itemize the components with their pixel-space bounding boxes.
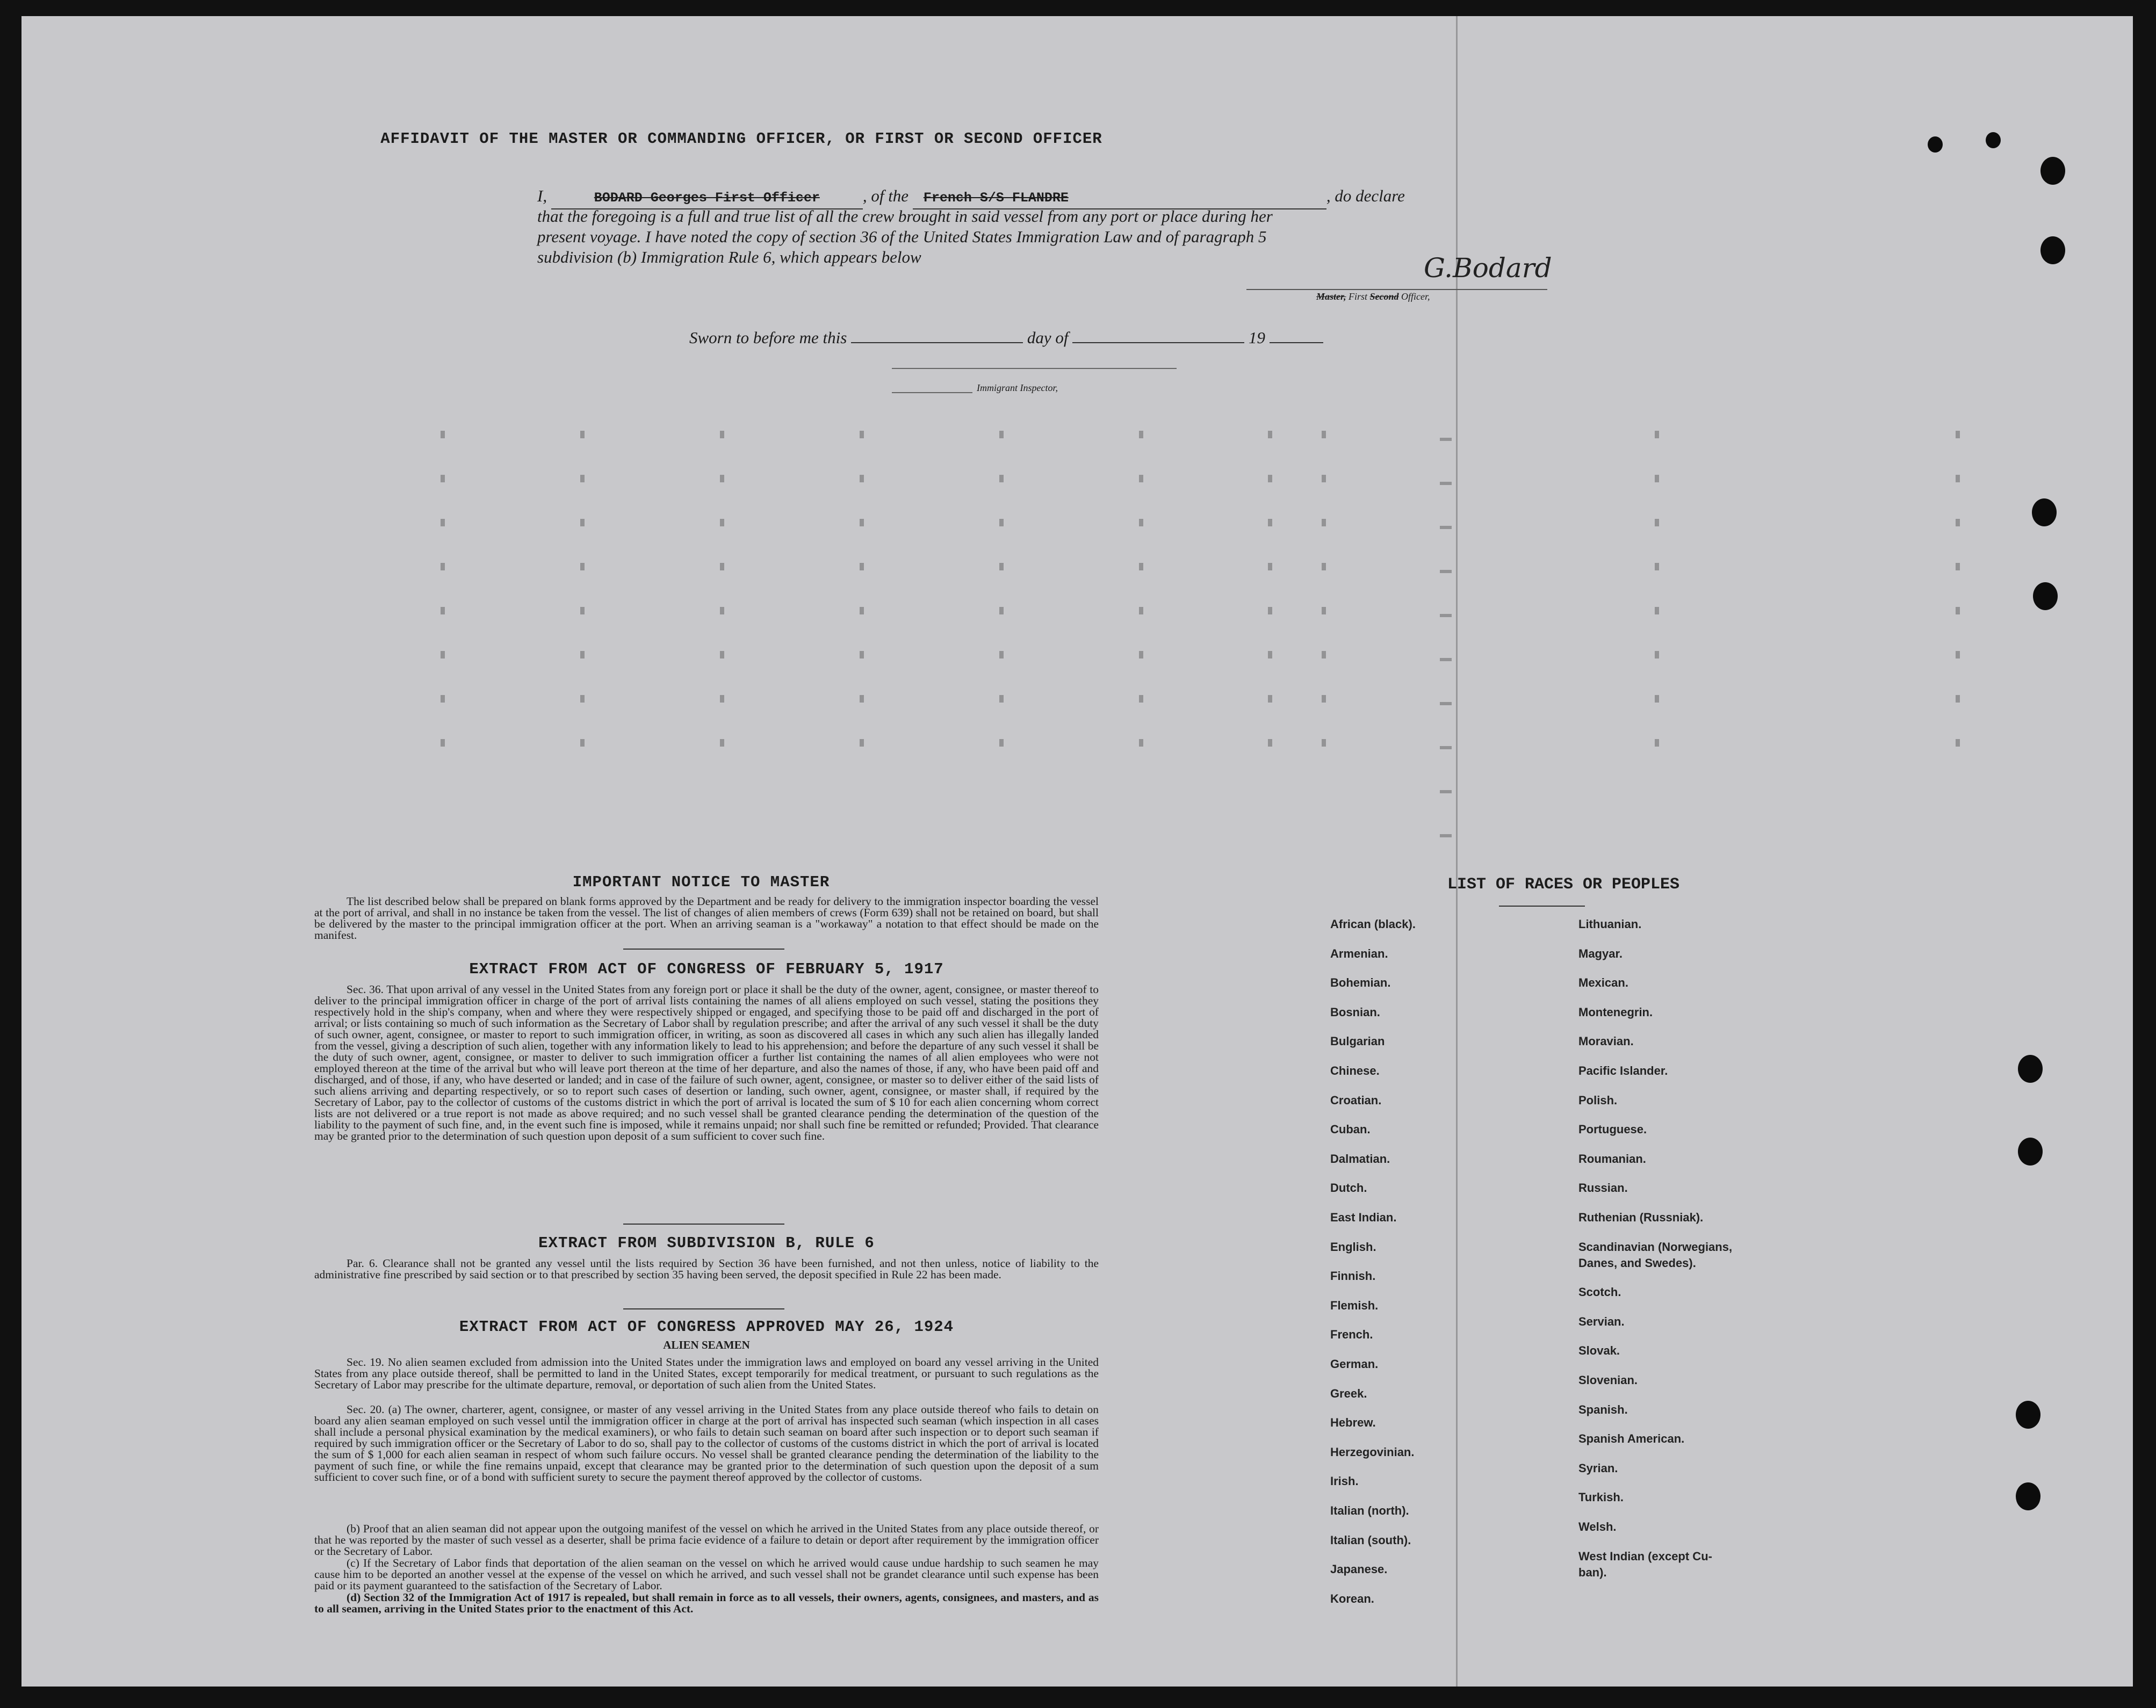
- ditto-mark: [720, 431, 724, 438]
- ditto-mark: [1322, 695, 1326, 703]
- ditto-mark: [1139, 607, 1143, 614]
- race-item: Herzegovinian.: [1330, 1445, 1415, 1459]
- punch-hole: [2033, 582, 2058, 610]
- sworn-line: Sworn to before me this day of 19: [689, 328, 1441, 348]
- ditto-mark: [1655, 475, 1659, 482]
- race-item: Irish.: [1330, 1474, 1359, 1488]
- punch-hole: [2032, 498, 2057, 526]
- affidavit-title: AFFIDAVIT OF THE MASTER OR COMMANDING OFFICER, OR FIRST OR SECOND OFFICER: [380, 130, 1102, 148]
- extract-1917-text: Sec. 36. That upon arrival of any vessel in the United States from any foreign port or place it shall be the duty of the owner, agent, consignee, or master thereof to deliver to the principal immigration officer in charge of the port of arrival lists containing the names of all aliens employed on such vessel, stating the positions they respectively hold in the ship's company, when and where they were respectively shipped or engaged, and specifying those to be paid off and discharged in the port of arrival; or lists containing so much of such information as the Secretary of Labor shall by regulation prescribe; and after the arrival of any such vessel it shall be the duty of such owner, agent, consignee, or master to report to such immigration officer, in writing, as soon as discovered all cases in which any such alien has illegally landed from the vessel, giving a description of such alien, together with any information likely to lead to his apprehension; and before the departure of any such vessel it shall be the duty of such owner, agent, consignee, or master to deliver to such immigration officer a further list containing the names of all alien employees who were not employed thereon at the time of the arrival but who will leave port thereon at the time of her departure, and also the names of those, if any, who have been paid off and discharged, and of those, if any, who have deserted or landed; and in case of the failure of such owner, agent, consignee, or master so to deliver either of the said lists of such aliens arriving and departing respectively, or so to report such cases of desertion or landing, such owner, agent, consignee, or master shall, if required by the Secretary of Labor, pay to the collector of customs of the customs district in which the port of arrival is located the sum of $ 10 for each alien concerning whom correct lists are not delivered or a true report is not made as above required; and no such vessel shall be granted clearance pending the determination of the question of the liability to the payment of such fine, and, in the event such fine is imposed, while it remains unpaid; nor shall such fine be remitted or refunded; Provided. That clearance may be granted prior to the determination of such question upon deposit of a sum sufficient to cover such fine.: [314, 983, 1099, 1142]
- ditto-mark: [1956, 739, 1960, 747]
- race-item: West Indian (except Cu-: [1578, 1550, 1712, 1563]
- ditto-mark: [1655, 563, 1659, 570]
- ditto-mark: [441, 607, 445, 614]
- ditto-mark: [999, 475, 1004, 482]
- ditto-mark: [999, 563, 1004, 570]
- ditto-mark: [999, 695, 1004, 703]
- race-item: Montenegrin.: [1578, 1005, 1653, 1019]
- ditto-mark: [1322, 431, 1326, 438]
- race-item: Roumanian.: [1578, 1152, 1646, 1166]
- ditto-mark: [580, 519, 585, 526]
- alien-seamen-subtitle: ALIEN SEAMEN: [663, 1338, 750, 1351]
- ditto-dash: [1440, 834, 1452, 837]
- ditto-mark: [1655, 651, 1659, 658]
- do-declare-label: , do declare: [1326, 186, 1405, 205]
- ditto-mark: [441, 739, 445, 747]
- ditto-mark: [1139, 651, 1143, 658]
- race-item: Dalmatian.: [1330, 1152, 1390, 1166]
- punch-hole: [2018, 1055, 2043, 1083]
- race-item: Portuguese.: [1578, 1123, 1647, 1136]
- ditto-mark: [1322, 519, 1326, 526]
- race-item: Flemish.: [1330, 1299, 1379, 1312]
- race-item: Korean.: [1330, 1592, 1374, 1605]
- race-item: Bohemian.: [1330, 976, 1391, 989]
- ditto-mark: [1655, 739, 1659, 747]
- race-item: ban).: [1578, 1566, 1607, 1579]
- notice-title: IMPORTANT NOTICE TO MASTER: [572, 873, 830, 891]
- ditto-dash: [1440, 658, 1452, 661]
- ditto-mark: [1322, 475, 1326, 482]
- ditto-mark: [1322, 563, 1326, 570]
- race-item: Scandinavian (Norwegians,: [1578, 1240, 1733, 1254]
- ditto-mark: [1139, 519, 1143, 526]
- ditto-mark: [441, 519, 445, 526]
- race-item: Spanish.: [1578, 1403, 1628, 1416]
- ditto-mark: [1322, 651, 1326, 658]
- declaration-line-2: that the foregoing is a full and true list of all the crew brought in said vessel from any port or place during her: [537, 207, 1273, 226]
- extract-1917-title: EXTRACT FROM ACT OF CONGRESS OF FEBRUARY 5, 1917: [469, 960, 944, 978]
- divider: [623, 1308, 784, 1309]
- inspector-label: Immigrant Inspector,: [977, 382, 1058, 393]
- ditto-mark: [441, 475, 445, 482]
- officer-name: BODARD Georges First Officer: [594, 190, 820, 206]
- race-item: Bulgarian: [1330, 1034, 1385, 1048]
- ditto-dash: [1440, 526, 1452, 529]
- ditto-mark: [1956, 695, 1960, 703]
- ditto-mark: [1956, 563, 1960, 570]
- ditto-mark: [1268, 563, 1272, 570]
- race-item: Scotch.: [1578, 1285, 1621, 1299]
- ditto-mark: [999, 607, 1004, 614]
- ditto-dash: [1440, 790, 1452, 793]
- ditto-mark: [860, 475, 864, 482]
- ditto-mark: [1655, 607, 1659, 614]
- punch-hole: [2018, 1138, 2043, 1166]
- race-item: Slovenian.: [1578, 1373, 1638, 1387]
- ditto-dash: [1440, 482, 1452, 485]
- sec-20c-text: (c) If the Secretary of Labor finds that deportation of the alien seaman on the vessel on which he arrived would cause undue hardship to such seamen he may cause him to be deported an another vessel at the expense of the vessel on which he arrived, and such vessel shall not be grandet clearance until such expense has been paid or its payment guaranteed to the satisfaction of the Secretary of Labor.: [314, 1557, 1099, 1592]
- sec-20a-text: Sec. 20. (a) The owner, charterer, agent, consignee, or master of any vessel arriving in the United States from any place outside thereof who fails to detain on board any alien seaman employed on such vessel until the immigration officer in charge at the port of arrival has inspected such seaman (which inspection in all cases shall include a personal physical examination by the medical examiners), or who fails to detain such seaman on board after such inspection or to deport such seaman if required by such immigration officer or the Secretary of Labor to do so, shall pay to the collector of customs of the customs district in which the port of arrival is located the sum of $ 1,000 for each alien seaman in respect of whom such failure occurs. No vessel shall be granted clearance pending the determination of the liability to the payment of such fine, or while the fine remains unpaid, except that clearance may be granted prior to the determination of such question upon the deposit of a sum sufficient to cover such fine, or of a bond with sufficient surety to secure the payment thereof approved by the collector of customs.: [314, 1403, 1099, 1483]
- ditto-mark: [720, 475, 724, 482]
- ditto-mark: [1268, 651, 1272, 658]
- race-item: Spanish American.: [1578, 1432, 1685, 1445]
- sec-20b-text: (b) Proof that an alien seaman did not appear upon the outgoing manifest of the vessel on which he arrived in the United States from any place outside thereof, or that he was reported by the master of such vessel as a deserter, shall be prima facie evidence of a failure to detain or deport after requirement by the immigration officer or the Secretary of Labor.: [314, 1522, 1099, 1558]
- race-item: Mexican.: [1578, 976, 1628, 989]
- race-item: Welsh.: [1578, 1520, 1617, 1533]
- ditto-mark: [441, 695, 445, 703]
- race-item: French.: [1330, 1328, 1373, 1341]
- ditto-dash: [1440, 438, 1452, 441]
- race-item: Moravian.: [1578, 1034, 1634, 1048]
- race-item: Bosnian.: [1330, 1005, 1380, 1019]
- race-item: Dutch.: [1330, 1181, 1367, 1195]
- declaration-line-4: subdivision (b) Immigration Rule 6, which appears below: [537, 248, 921, 266]
- race-item: Syrian.: [1578, 1461, 1618, 1475]
- signature-line: [1246, 289, 1547, 290]
- i-label: I,: [537, 186, 547, 205]
- race-item: African (black).: [1330, 917, 1416, 931]
- ditto-mark: [1655, 519, 1659, 526]
- ditto-mark: [860, 695, 864, 703]
- ditto-mark: [999, 519, 1004, 526]
- race-item: Greek.: [1330, 1387, 1367, 1400]
- ditto-mark: [860, 607, 864, 614]
- ditto-dash: [1440, 570, 1452, 573]
- race-item: Italian (south).: [1330, 1533, 1411, 1547]
- race-item: Lithuanian.: [1578, 917, 1642, 931]
- ditto-mark: [441, 651, 445, 658]
- ditto-mark: [860, 651, 864, 658]
- of-the-label: , of the: [862, 186, 909, 205]
- race-item: Hebrew.: [1330, 1416, 1376, 1429]
- ditto-mark: [1139, 739, 1143, 747]
- ditto-mark: [1139, 563, 1143, 570]
- rule-6-title: EXTRACT FROM SUBDIVISION B, RULE 6: [538, 1234, 875, 1252]
- vessel-name: French S/S FLANDRE: [923, 190, 1069, 206]
- ditto-mark: [1268, 739, 1272, 747]
- punch-hole: [2040, 236, 2065, 264]
- ditto-mark: [720, 607, 724, 614]
- punch-hole: [2040, 157, 2065, 185]
- declaration-line-3: present voyage. I have noted the copy of section 36 of the United States Immigration Law and of paragraph 5: [537, 227, 1267, 246]
- race-item: Danes, and Swedes).: [1578, 1256, 1696, 1270]
- race-item: Croatian.: [1330, 1094, 1382, 1107]
- race-item: East Indian.: [1330, 1211, 1397, 1224]
- ditto-dash: [1440, 746, 1452, 749]
- sec-20d-text: (d) Section 32 of the Immigration Act of 1917 is repealed, but shall remain in force as to all vessels, their owners, agents, consignees, and masters, and as to all seamen, arriving in the United States prior to the enactment of this Act.: [314, 1591, 1099, 1615]
- ditto-mark: [720, 739, 724, 747]
- race-item: Pacific Islander.: [1578, 1064, 1668, 1077]
- ditto-mark: [580, 651, 585, 658]
- ditto-mark: [1268, 431, 1272, 438]
- race-item: Polish.: [1578, 1094, 1618, 1107]
- ditto-mark: [1956, 519, 1960, 526]
- race-item: Turkish.: [1578, 1490, 1624, 1504]
- ditto-mark: [580, 475, 585, 482]
- ditto-mark: [1322, 607, 1326, 614]
- ditto-mark: [580, 563, 585, 570]
- ditto-mark: [720, 563, 724, 570]
- ditto-mark: [999, 431, 1004, 438]
- ditto-mark: [580, 739, 585, 747]
- ditto-mark: [1268, 607, 1272, 614]
- signature-caption: Master, First Second Officer,: [1316, 291, 1430, 302]
- ditto-mark: [1956, 475, 1960, 482]
- officer-signature: G.Bodard: [1424, 252, 1552, 284]
- ditto-mark: [1268, 519, 1272, 526]
- ditto-mark: [1655, 695, 1659, 703]
- ditto-mark: [580, 607, 585, 614]
- ditto-mark: [1655, 431, 1659, 438]
- ditto-mark: [1268, 475, 1272, 482]
- sec-19-text: Sec. 19. No alien seamen excluded from admission into the United States under the immigration laws and employed on board any vessel arriving in the United States from any place outside thereof, shall be permitted to land in the United States, except temporarily for medical treatment, or pursuant to such regulations as the Secretary of Labor may prescribe for the ultimate departure, removal, or deportation of such alien from the United States.: [314, 1356, 1099, 1391]
- ditto-mark: [1956, 651, 1960, 658]
- rule-6-text: Par. 6. Clearance shall not be granted any vessel until the lists required by Section 36 have been furnished, and not then unless, notice of liability to the administrative fine prescribed by said section or to that prescribed by section 35 having been served, the deposit specified in Rule 22 has been made.: [314, 1257, 1099, 1281]
- race-item: Italian (north).: [1330, 1504, 1409, 1517]
- ditto-mark: [860, 431, 864, 438]
- ditto-mark: [1139, 475, 1143, 482]
- races-title: LIST OF RACES OR PEOPLES: [1447, 875, 1680, 894]
- punch-hole: [1928, 136, 1943, 153]
- ditto-mark: [1139, 431, 1143, 438]
- race-item: Cuban.: [1330, 1123, 1371, 1136]
- race-item: Armenian.: [1330, 947, 1388, 960]
- ditto-mark: [860, 739, 864, 747]
- ditto-mark: [441, 563, 445, 570]
- ditto-mark: [1956, 431, 1960, 438]
- ditto-mark: [1268, 695, 1272, 703]
- notice-text: The list described below shall be prepared on blank forms approved by the Department and be ready for delivery to the immigration inspector boarding the vessel at the port of arrival, and shall in no instance be taken from the vessel. The list of changes of alien members of crews (Form 639) shall not be retained on board, but shall be delivered by the master to the principal immigration officer at the port. When an arriving seaman is a "workaway" a notation to that effect should be made on the manifest.: [314, 895, 1099, 942]
- ditto-mark: [1322, 739, 1326, 747]
- punch-hole: [1986, 132, 2001, 148]
- ditto-mark: [1139, 695, 1143, 703]
- ditto-mark: [860, 519, 864, 526]
- ditto-mark: [999, 651, 1004, 658]
- ditto-mark: [860, 563, 864, 570]
- race-item: German.: [1330, 1357, 1379, 1371]
- ditto-mark: [580, 695, 585, 703]
- race-item: Servian.: [1578, 1315, 1625, 1328]
- race-item: Magyar.: [1578, 947, 1623, 960]
- divider: [623, 1224, 784, 1225]
- race-item: English.: [1330, 1240, 1376, 1254]
- inspector-signature-line: [892, 368, 1177, 369]
- race-item: Russian.: [1578, 1181, 1628, 1195]
- ditto-mark: [720, 651, 724, 658]
- ditto-mark: [720, 519, 724, 526]
- race-item: Chinese.: [1330, 1064, 1380, 1077]
- document-page: [21, 16, 2133, 1687]
- extract-1924-title: EXTRACT FROM ACT OF CONGRESS APPROVED MAY 26, 1924: [459, 1318, 954, 1336]
- race-item: Slovak.: [1578, 1344, 1620, 1357]
- divider: [1499, 906, 1585, 907]
- inspector-blank: [892, 392, 972, 393]
- punch-hole: [2016, 1401, 2040, 1429]
- ditto-mark: [720, 695, 724, 703]
- race-item: Ruthenian (Russniak).: [1578, 1211, 1704, 1224]
- ditto-dash: [1440, 702, 1452, 705]
- race-item: Finnish.: [1330, 1269, 1376, 1283]
- punch-hole: [2016, 1482, 2040, 1510]
- ditto-dash: [1440, 614, 1452, 617]
- ditto-mark: [441, 431, 445, 438]
- ditto-mark: [580, 431, 585, 438]
- ditto-mark: [1956, 607, 1960, 614]
- divider: [623, 949, 784, 950]
- race-item: Japanese.: [1330, 1562, 1388, 1576]
- ditto-mark: [999, 739, 1004, 747]
